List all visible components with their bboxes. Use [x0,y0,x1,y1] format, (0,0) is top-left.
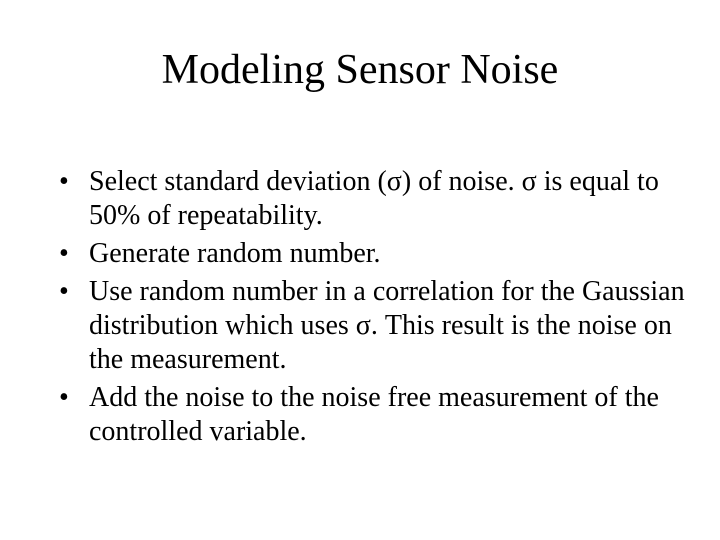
bullet-text: Generate random number. [89,238,381,269]
bullet-icon: • [59,166,69,197]
bullet-icon: • [59,382,69,413]
slide-title: Modeling Sensor Noise [161,47,559,93]
bullet-list [58,165,698,453]
bullet-item-add-noise [58,381,698,449]
bullet-icon: • [59,276,69,307]
bullet-text: Use random number in a correlation for the Gaussian distribution which uses σ. This result is the noise on the measurement. [89,276,685,375]
bullet-text: Select standard deviation (σ) of noise. σ is equal to 50% of repeatability. [89,166,659,231]
bullet-item-random-number [58,237,698,271]
bullet-item-correlation [58,275,698,377]
bullet-icon: • [59,238,69,269]
bullet-text: Add the noise to the noise free measurement of the controlled variable. [89,382,659,447]
bullet-item-sigma [58,165,698,233]
